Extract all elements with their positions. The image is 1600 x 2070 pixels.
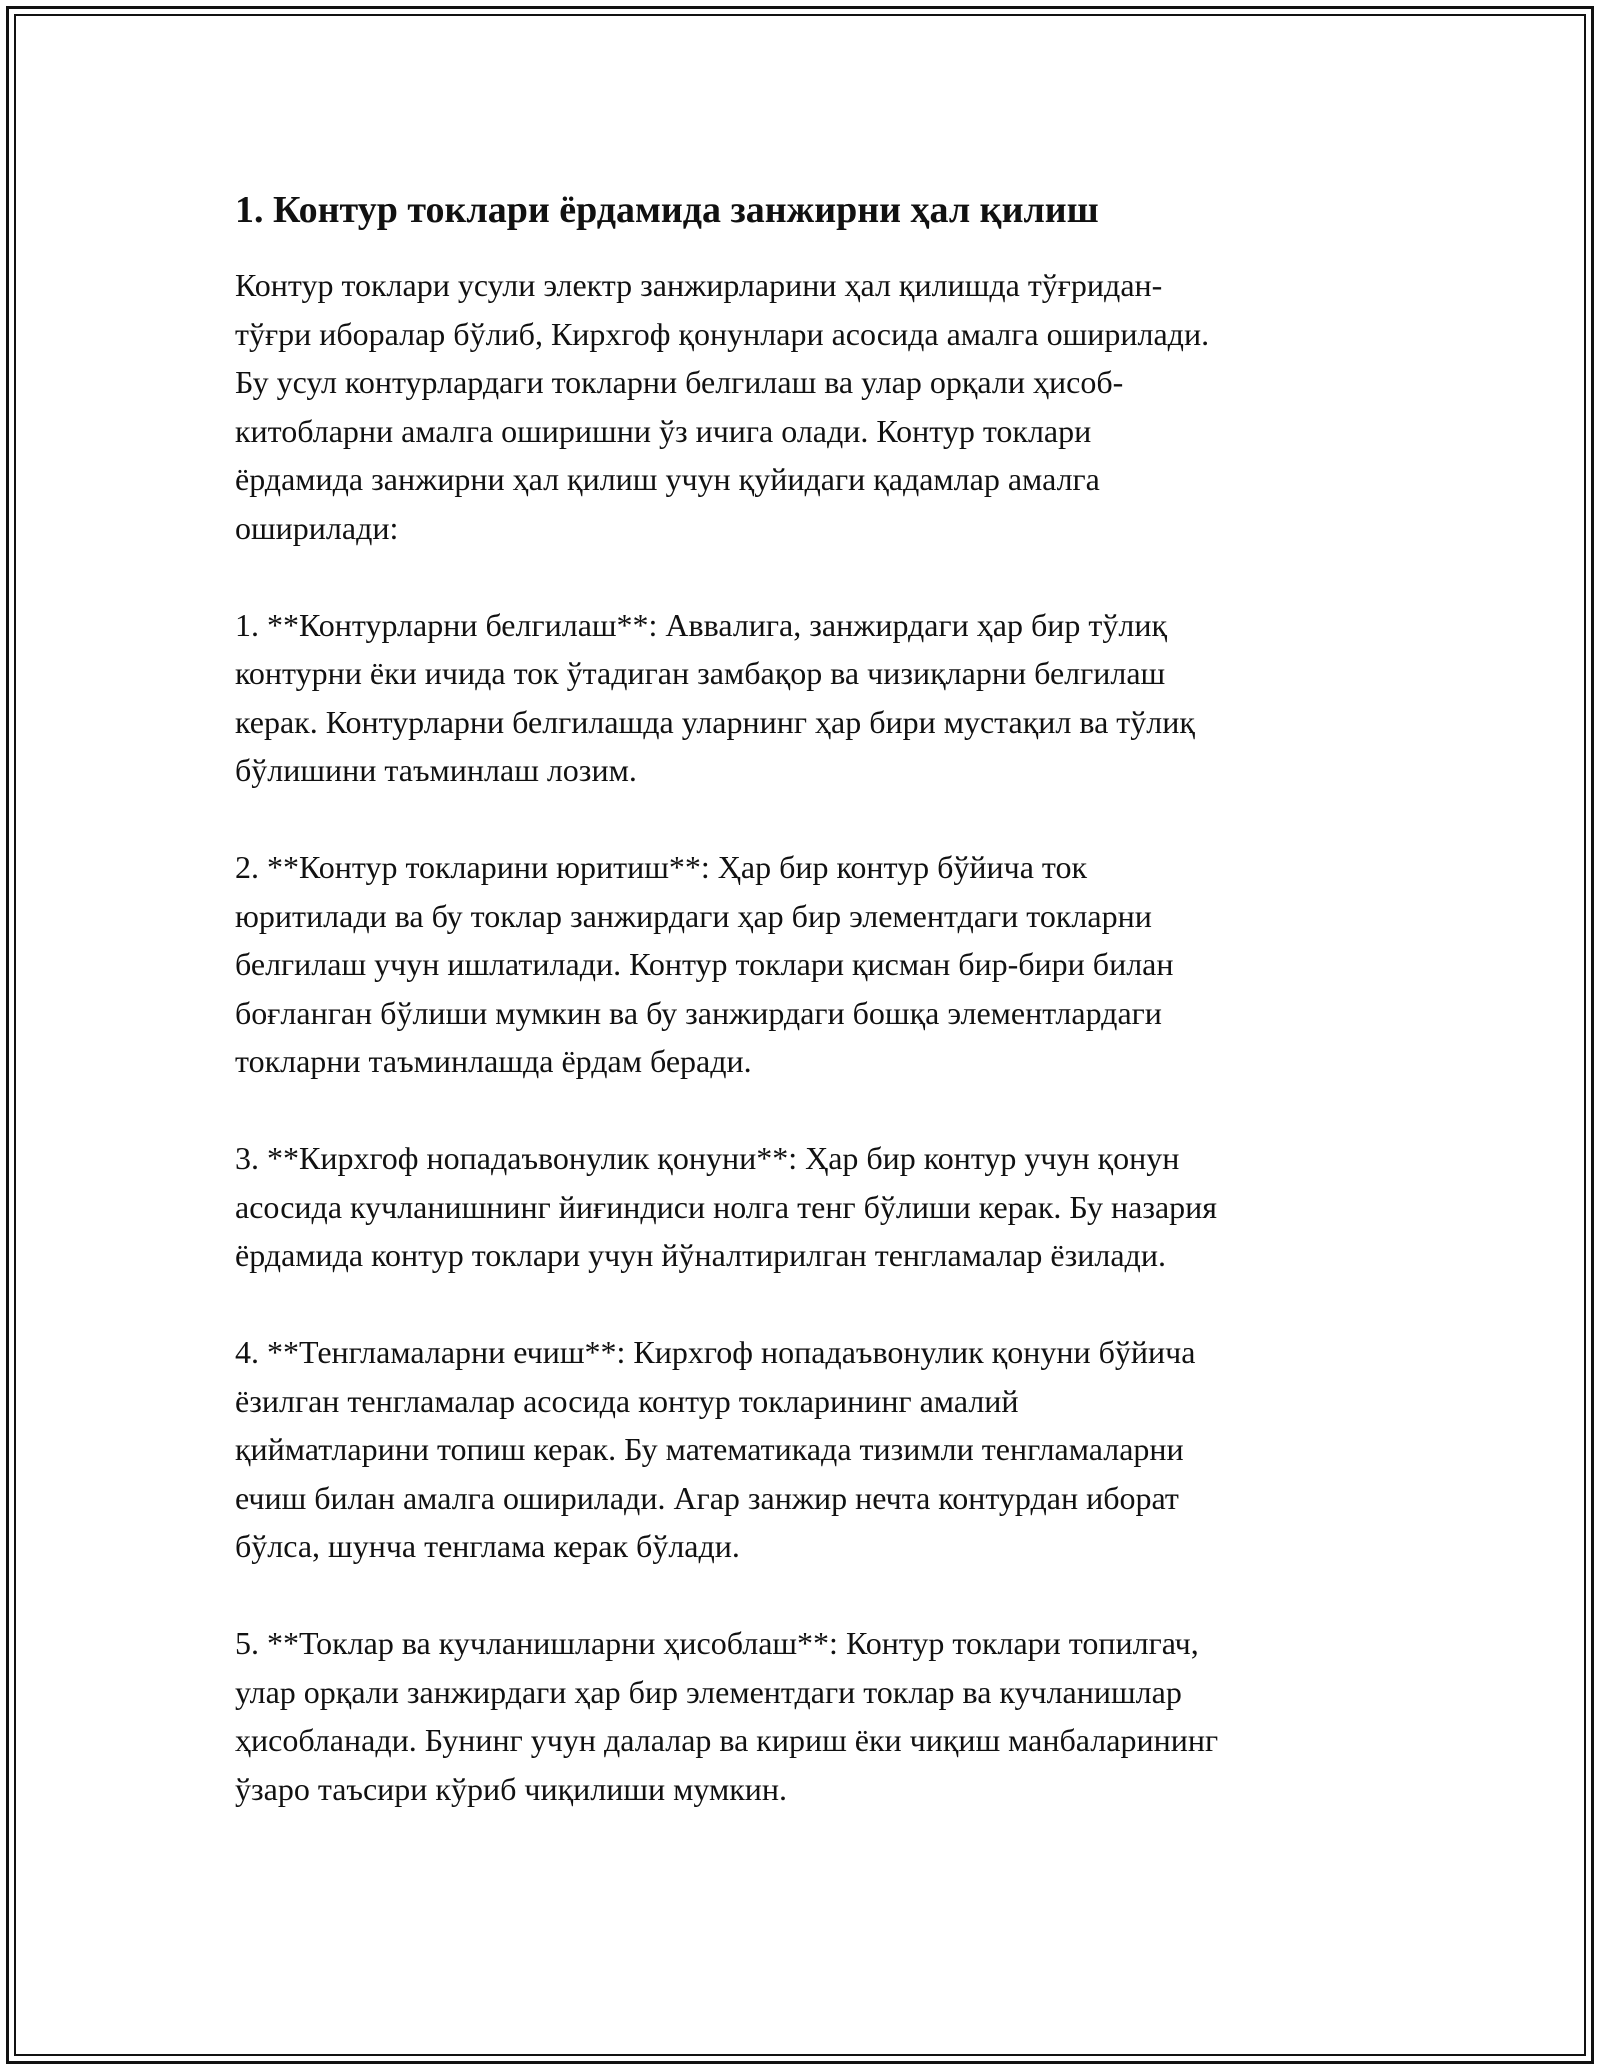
text-line: ҳисобланади. Бунинг учун далалар ва кириш ёки чиқиш манбаларининг bbox=[235, 1722, 1219, 1758]
text-line: керак. Контурларни белгилашда уларнинг ҳар бири мустақил ва тўлиқ bbox=[235, 703, 1195, 740]
text-line: 3. **Кирхгоф нопадаъвонулик қонуни**: Ҳар бир контур учун қонун bbox=[235, 1140, 1180, 1176]
text-line: белгилаш учун ишлатилади. Контур токлари қисман бир-бири билан bbox=[235, 946, 1174, 982]
document-title: 1. Контур токлари ёрдамида занжирни ҳал қилиш bbox=[235, 189, 1099, 231]
text-line: 1. **Контурларни белгилаш**: Аввалига, занжирдаги ҳар бир тўлиқ bbox=[235, 606, 1167, 643]
paragraph-step-5 bbox=[235, 1619, 1375, 1813]
text-line: улар орқали занжирдаги ҳар бир элементдаги токлар ва кучланишлар bbox=[235, 1673, 1182, 1710]
paragraph-step-4 bbox=[235, 1328, 1375, 1571]
text-line: контурни ёки ичида ток ўтадиган замбақор ва чизиқларни белгилаш bbox=[235, 655, 1166, 691]
text-line: қийматларини топиш керак. Бу математикада тизимли тенгламаларни bbox=[235, 1431, 1184, 1467]
paragraph-intro bbox=[235, 261, 1375, 552]
text-line: 2. **Контур токларини юритиш**: Ҳар бир контур бўйича ток bbox=[235, 849, 1088, 885]
text-line: 4. **Тенгламаларни ечиш**: Кирхгоф нопадаъвонулик қонуни бўйича bbox=[235, 1334, 1196, 1370]
paragraph-step-3 bbox=[235, 1134, 1375, 1280]
text-line: оширилади: bbox=[235, 509, 399, 546]
text-line: асосида кучланишнинг йиғиндиси нолга тенг бўлиши керак. Бу назария bbox=[235, 1188, 1217, 1225]
text-line: ёзилган тенгламалар асосида контур токларининг амалий bbox=[235, 1382, 1019, 1419]
document-body bbox=[235, 185, 1375, 1862]
text-line: ечиш билан амалга оширилади. Агар занжир нечта контурдан иборат bbox=[235, 1479, 1179, 1516]
text-line: тўғри иборалар бўлиб, Кирхгоф қонунлари асосида амалга оширилади. bbox=[235, 315, 1210, 352]
text-line: ўзаро таъсири кўриб чиқилиши мумкин. bbox=[235, 1770, 787, 1807]
text-line: ёрдамида занжирни ҳал қилиш учун қуйидаги қадамлар амалга bbox=[235, 461, 1100, 497]
paragraph-step-1 bbox=[235, 601, 1375, 795]
text-line: ёрдамида контур токлари учун йўналтирилган тенгламалар ёзилади. bbox=[235, 1237, 1166, 1273]
text-line: бўлса, шунча тенглама керак бўлади. bbox=[235, 1528, 740, 1564]
text-line: токларни таъминлашда ёрдам беради. bbox=[235, 1043, 752, 1079]
text-line: 5. **Токлар ва кучланишларни ҳисоблаш**: Контур токлари топилгач, bbox=[235, 1625, 1199, 1661]
text-line: бўлишини таъминлаш лозим. bbox=[235, 752, 637, 788]
text-line: Контур токлари усули электр занжирларини ҳал қилишда тўғридан- bbox=[235, 267, 1163, 303]
paragraph-step-2 bbox=[235, 843, 1375, 1086]
text-line: Бу усул контурлардаги токларни белгилаш ва улар орқали ҳисоб- bbox=[235, 364, 1124, 400]
text-line: юритилади ва бу токлар занжирдаги ҳар бир элементдаги токларни bbox=[235, 897, 1152, 934]
text-line: боғланган бўлиши мумкин ва бу занжирдаги бошқа элементлардаги bbox=[235, 994, 1162, 1031]
text-line: китобларни амалга оширишни ўз ичига олади. Контур токлари bbox=[235, 412, 1092, 449]
